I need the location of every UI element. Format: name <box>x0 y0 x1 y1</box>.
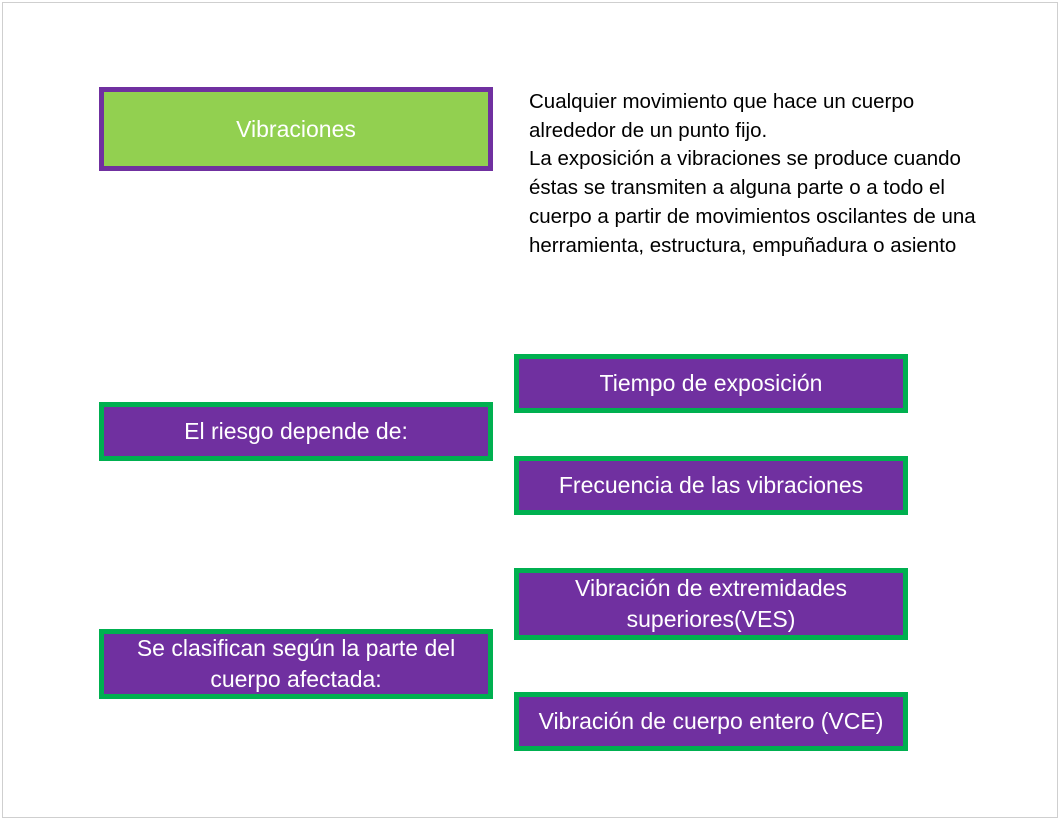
vibraciones-box <box>99 87 493 171</box>
classification-box <box>99 629 493 699</box>
definition-line-1: Cualquier movimiento que hace un cuerpo alrededor de un punto fijo. <box>529 90 915 142</box>
slide <box>2 2 1058 818</box>
type-box-ves <box>514 568 908 640</box>
factor-label-frequency: Frecuencia de las vibraciones <box>558 472 864 498</box>
type-label-vce: Vibración de cuerpo entero (VCE) <box>538 708 884 734</box>
type-label-ves: Vibración de extremidades superiores(VES) <box>575 575 847 632</box>
factor-label-exposure-time: Tiempo de exposición <box>599 370 823 396</box>
definition-text <box>529 88 999 260</box>
definition-line-2: La exposición a vibraciones se produce cuando éstas se transmiten a alguna parte o a todo el cuerpo a partir de movimientos oscilantes de una herramienta, estructura, empuñadura o asiento <box>529 147 976 257</box>
risk-box <box>99 402 493 461</box>
factor-box-exposure-time <box>514 354 908 413</box>
factor-box-frequency <box>514 456 908 515</box>
vibraciones-label: Vibraciones <box>236 115 356 142</box>
classification-label: Se clasifican según la parte del cuerpo afectada: <box>136 635 456 692</box>
risk-label: El riesgo depende de: <box>184 418 408 444</box>
type-box-vce <box>514 692 908 751</box>
